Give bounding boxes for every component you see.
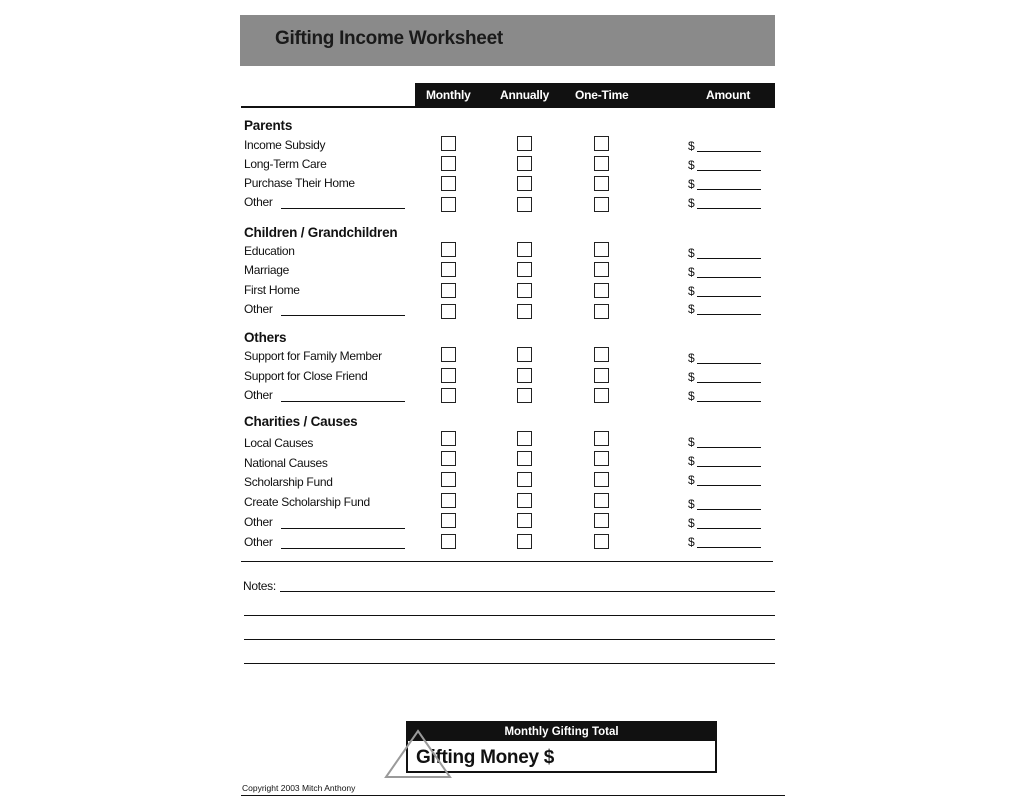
amount-field[interactable] (697, 151, 761, 152)
one-time-checkbox[interactable] (594, 472, 609, 487)
dollar-sign: $ (688, 473, 695, 487)
annually-checkbox[interactable] (517, 513, 532, 528)
monthly-checkbox[interactable] (441, 176, 456, 191)
notes-line-2[interactable] (244, 615, 775, 616)
one-time-checkbox[interactable] (594, 156, 609, 171)
one-time-checkbox[interactable] (594, 197, 609, 212)
dollar-sign: $ (688, 246, 695, 260)
row-label-support-close-friend: Support for Close Friend (244, 369, 368, 383)
row-label-parents-other: Other (244, 195, 273, 209)
dollar-sign: $ (688, 351, 695, 365)
dollar-sign: $ (688, 454, 695, 468)
amount-field[interactable] (697, 466, 761, 467)
amount-field[interactable] (697, 363, 761, 364)
dollar-sign: $ (688, 196, 695, 210)
row-label-others-other: Other (244, 388, 273, 402)
dollar-sign: $ (688, 516, 695, 530)
monthly-checkbox[interactable] (441, 451, 456, 466)
one-time-checkbox[interactable] (594, 431, 609, 446)
worksheet-title: Gifting Income Worksheet (275, 28, 503, 49)
monthly-checkbox[interactable] (441, 472, 456, 487)
dollar-sign: $ (688, 535, 695, 549)
amount-field[interactable] (697, 258, 761, 259)
monthly-checkbox[interactable] (441, 347, 456, 362)
one-time-checkbox[interactable] (594, 388, 609, 403)
section-heading-parents: Parents (244, 118, 293, 133)
one-time-checkbox[interactable] (594, 242, 609, 257)
charities-other-1-write-in-line[interactable] (281, 528, 405, 529)
column-header-amount: Amount (706, 88, 751, 102)
label-column-underline (241, 106, 415, 108)
one-time-checkbox[interactable] (594, 493, 609, 508)
column-header-one-time: One-Time (575, 88, 629, 102)
amount-field[interactable] (697, 509, 761, 510)
monthly-checkbox[interactable] (441, 156, 456, 171)
annually-checkbox[interactable] (517, 304, 532, 319)
monthly-checkbox[interactable] (441, 136, 456, 151)
amount-field[interactable] (697, 296, 761, 297)
charities-other-2-write-in-line[interactable] (281, 548, 405, 549)
amount-field[interactable] (697, 528, 761, 529)
gifting-money-label[interactable]: Gifting Money $ (416, 747, 555, 768)
monthly-checkbox[interactable] (441, 242, 456, 257)
annually-checkbox[interactable] (517, 262, 532, 277)
title-bar (240, 15, 775, 66)
section-heading-children: Children / Grandchildren (244, 225, 398, 240)
annually-checkbox[interactable] (517, 472, 532, 487)
row-label-support-family-member: Support for Family Member (244, 349, 382, 363)
one-time-checkbox[interactable] (594, 368, 609, 383)
annually-checkbox[interactable] (517, 493, 532, 508)
notes-line-4[interactable] (244, 663, 775, 664)
one-time-checkbox[interactable] (594, 262, 609, 277)
monthly-checkbox[interactable] (441, 197, 456, 212)
dollar-sign: $ (688, 302, 695, 316)
row-label-income-subsidy: Income Subsidy (244, 138, 326, 152)
one-time-checkbox[interactable] (594, 304, 609, 319)
amount-field[interactable] (697, 382, 761, 383)
annually-checkbox[interactable] (517, 451, 532, 466)
notes-line-3[interactable] (244, 639, 775, 640)
annually-checkbox[interactable] (517, 242, 532, 257)
dollar-sign: $ (688, 158, 695, 172)
monthly-checkbox[interactable] (441, 262, 456, 277)
row-label-children-other: Other (244, 302, 273, 316)
dollar-sign: $ (688, 435, 695, 449)
dollar-sign: $ (688, 139, 695, 153)
one-time-checkbox[interactable] (594, 534, 609, 549)
amount-field[interactable] (697, 314, 761, 315)
row-label-national-causes: National Causes (244, 456, 328, 470)
monthly-checkbox[interactable] (441, 534, 456, 549)
annually-checkbox[interactable] (517, 197, 532, 212)
section-heading-charities: Charities / Causes (244, 414, 358, 429)
dollar-sign: $ (688, 370, 695, 384)
one-time-checkbox[interactable] (594, 347, 609, 362)
dollar-sign: $ (688, 177, 695, 191)
one-time-checkbox[interactable] (594, 136, 609, 151)
monthly-checkbox[interactable] (441, 368, 456, 383)
section-heading-others: Others (244, 330, 287, 345)
row-label-local-causes: Local Causes (244, 436, 314, 450)
monthly-checkbox[interactable] (441, 304, 456, 319)
row-label-charities-other-1: Other (244, 515, 273, 529)
parents-other-write-in-line[interactable] (281, 208, 405, 209)
dollar-sign: $ (688, 497, 695, 511)
footer-rule (241, 795, 785, 796)
row-label-marriage: Marriage (244, 263, 289, 277)
amount-field[interactable] (697, 401, 761, 402)
row-label-education: Education (244, 244, 295, 258)
row-label-purchase-their-home: Purchase Their Home (244, 176, 355, 190)
row-label-scholarship-fund: Scholarship Fund (244, 475, 333, 489)
annually-checkbox[interactable] (517, 156, 532, 171)
monthly-checkbox[interactable] (441, 513, 456, 528)
annually-checkbox[interactable] (517, 388, 532, 403)
row-label-create-scholarship-fund: Create Scholarship Fund (244, 495, 370, 509)
one-time-checkbox[interactable] (594, 176, 609, 191)
copyright-notice: Copyright 2003 Mitch Anthony (242, 783, 356, 793)
column-header-monthly: Monthly (426, 88, 471, 102)
monthly-gifting-total-header: Monthly Gifting Total (408, 723, 715, 741)
amount-field[interactable] (697, 277, 761, 278)
dollar-sign: $ (688, 284, 695, 298)
amount-field[interactable] (697, 547, 761, 548)
annually-checkbox[interactable] (517, 431, 532, 446)
amount-field[interactable] (697, 189, 761, 190)
annually-checkbox[interactable] (517, 347, 532, 362)
notes-label: Notes: (243, 579, 276, 593)
notes-separator (241, 561, 773, 562)
one-time-checkbox[interactable] (594, 513, 609, 528)
amount-field[interactable] (697, 485, 761, 486)
annually-checkbox[interactable] (517, 283, 532, 298)
children-other-write-in-line[interactable] (281, 315, 405, 316)
monthly-checkbox[interactable] (441, 388, 456, 403)
monthly-checkbox[interactable] (441, 431, 456, 446)
annually-checkbox[interactable] (517, 534, 532, 549)
dollar-sign: $ (688, 265, 695, 279)
amount-field[interactable] (697, 447, 761, 448)
annually-checkbox[interactable] (517, 368, 532, 383)
annually-checkbox[interactable] (517, 136, 532, 151)
dollar-sign: $ (688, 389, 695, 403)
column-header-annually: Annually (500, 88, 550, 102)
notes-line-1[interactable] (280, 591, 775, 592)
one-time-checkbox[interactable] (594, 283, 609, 298)
monthly-checkbox[interactable] (441, 493, 456, 508)
triangle-logo-icon (383, 728, 453, 780)
row-label-first-home: First Home (244, 283, 300, 297)
row-label-charities-other-2: Other (244, 535, 273, 549)
annually-checkbox[interactable] (517, 176, 532, 191)
row-label-long-term-care: Long-Term Care (244, 157, 327, 171)
one-time-checkbox[interactable] (594, 451, 609, 466)
monthly-checkbox[interactable] (441, 283, 456, 298)
amount-field[interactable] (697, 208, 761, 209)
amount-field[interactable] (697, 170, 761, 171)
others-other-write-in-line[interactable] (281, 401, 405, 402)
column-header-bar (415, 83, 775, 108)
